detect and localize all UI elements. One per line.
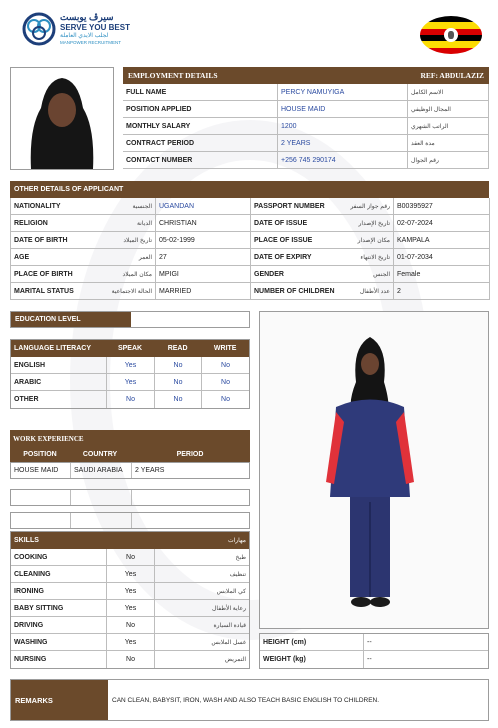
field-label: CONTACT NUMBER <box>123 152 278 168</box>
field-value: +256 745 290174 <box>278 152 408 168</box>
work-experience-table <box>10 430 250 529</box>
field-label: GENDER <box>254 270 284 278</box>
field-label: FULL NAME <box>123 84 278 100</box>
weight-value: -- <box>367 656 372 663</box>
field-label-arabic: تاريخ الميلاد <box>101 232 156 248</box>
field-label-arabic: تاريخ الإصدار <box>336 215 394 231</box>
skill-name-arabic: كي الملابس <box>216 588 246 595</box>
field-label-arabic: الديانة <box>101 215 156 231</box>
work-period: 2 YEARS <box>135 467 165 474</box>
field-value: MPIGI <box>156 266 251 282</box>
field-value: Female <box>394 266 490 282</box>
field-label-arabic: الحالة الاجتماعية <box>101 283 156 299</box>
speak-col-header: SPEAK <box>117 345 143 352</box>
measurements-table <box>259 633 489 669</box>
field-label-arabic: عدد الأطفال <box>336 283 394 299</box>
language-name: OTHER <box>11 391 107 408</box>
field-label-arabic: مدة العقد <box>408 135 489 151</box>
work-row <box>10 489 250 506</box>
field-value: 27 <box>156 249 251 265</box>
employment-table <box>123 84 489 169</box>
uganda-flag <box>420 16 482 54</box>
language-row <box>11 374 249 391</box>
write-value: No <box>221 396 230 403</box>
position-col-header: POSITION <box>23 451 57 458</box>
speak-value: Yes <box>107 374 155 390</box>
language-name: ENGLISH <box>11 357 107 373</box>
field-value: CHRISTIAN <box>156 215 251 231</box>
skill-name: CLEANING <box>11 566 107 582</box>
field-label: PASSPORT NUMBER <box>254 202 325 210</box>
education-section <box>10 311 250 328</box>
employment-title: EMPLOYMENT DETAILS <box>128 71 218 80</box>
language-row <box>11 391 249 408</box>
field-label-arabic: الراتب الشهري <box>408 118 489 134</box>
skill-value: No <box>107 549 155 565</box>
details-row <box>11 266 490 283</box>
work-period <box>132 490 249 505</box>
skills-table <box>10 531 250 669</box>
employment-row <box>123 152 489 169</box>
employment-row <box>123 84 489 101</box>
skill-name-arabic: تنظيف <box>229 571 246 578</box>
field-label-arabic: الجنسية <box>101 198 156 214</box>
field-label: DATE OF EXPIRY <box>254 253 312 261</box>
skill-row <box>11 600 249 617</box>
field-value: B00395927 <box>394 198 490 214</box>
weight-row <box>260 651 488 668</box>
skill-row <box>11 634 249 651</box>
skill-value: Yes <box>107 583 155 599</box>
skill-value: Yes <box>107 600 155 616</box>
skill-name: IRONING <box>11 583 107 599</box>
field-label-arabic: تاريخ الانتهاء <box>336 249 394 265</box>
skill-value: Yes <box>107 566 155 582</box>
employment-row <box>123 101 489 118</box>
read-col-header: READ <box>167 345 188 352</box>
field-label-arabic: مكان الميلاد <box>101 266 156 282</box>
logo-arabic-sub: لجلب الايدي العاملة <box>60 33 109 39</box>
field-label: DATE OF ISSUE <box>254 219 308 227</box>
skill-name: NURSING <box>11 651 107 668</box>
field-value: PERCY NAMUYIGA <box>278 84 408 100</box>
details-row <box>11 283 490 300</box>
country-col-header: COUNTRY <box>82 451 118 458</box>
logo-tagline: MANPOWER RECRUITMENT <box>60 40 121 45</box>
skill-value: No <box>107 651 155 668</box>
height-row <box>260 634 488 651</box>
field-label-arabic: العمر <box>101 249 156 265</box>
field-value: 05-02-1999 <box>156 232 251 248</box>
field-value: 1200 <box>278 118 408 134</box>
logo-emblem-icon <box>22 12 56 46</box>
other-details-table <box>10 198 489 300</box>
field-label: NATIONALITY <box>14 202 61 210</box>
field-label: POSITION APPLIED <box>123 101 278 117</box>
read-value: No <box>155 391 202 408</box>
work-position: HOUSE MAID <box>11 463 71 478</box>
field-label-arabic: الاسم الكامل <box>408 84 489 100</box>
field-label-arabic: رقم الجوال <box>408 152 489 168</box>
skill-row <box>11 617 249 634</box>
field-value: 02-07-2024 <box>394 215 490 231</box>
skill-row <box>11 549 249 566</box>
field-value: KAMPALA <box>394 232 490 248</box>
logo-name: SERVE YOU BEST <box>60 23 130 32</box>
field-label-arabic: مكان الإصدار <box>336 232 394 248</box>
weight-label: WEIGHT (kg) <box>260 651 364 668</box>
skill-row <box>11 651 249 668</box>
work-row <box>10 462 250 479</box>
skill-value: No <box>107 617 155 633</box>
speak-value: Yes <box>107 357 155 373</box>
period-col-header: PERIOD <box>176 451 204 458</box>
write-value: No <box>221 378 230 386</box>
field-value: UGANDAN <box>156 198 251 214</box>
other-details-header <box>10 181 489 198</box>
field-label: MONTHLY SALARY <box>123 118 278 134</box>
read-value: No <box>155 374 202 390</box>
logo-arabic-name: سيرڤ يوبست <box>60 12 114 22</box>
field-label: RELIGION <box>14 219 48 227</box>
language-header-row <box>11 340 249 357</box>
language-table <box>10 339 250 409</box>
read-value: No <box>155 357 202 373</box>
field-value: 2 <box>394 283 490 299</box>
company-logo <box>22 12 162 48</box>
work-row <box>10 512 250 529</box>
work-header-row <box>10 447 250 462</box>
field-label: CONTRACT PERIOD <box>123 135 278 151</box>
language-col-header: LANGUAGE LITERACY <box>14 345 91 352</box>
details-row <box>11 249 490 266</box>
skill-name-arabic: التمريض <box>224 657 246 663</box>
work-experience-title: WORK EXPERIENCE <box>10 430 250 447</box>
skill-name-arabic: غسل الملابس <box>211 639 246 646</box>
details-row <box>11 215 490 232</box>
skills-title-arabic: مهارات <box>227 538 246 544</box>
education-title: EDUCATION LEVEL <box>11 312 131 327</box>
skill-row <box>11 583 249 600</box>
field-label: NUMBER OF CHILDREN <box>254 287 335 295</box>
employment-row <box>123 135 489 152</box>
remarks-label: REMARKS <box>11 680 108 720</box>
employment-header <box>123 67 489 84</box>
skill-name-arabic: رعاية الأطفال <box>212 605 246 612</box>
field-value: 01-07-2034 <box>394 249 490 265</box>
skill-name: WASHING <box>11 634 107 650</box>
speak-value: No <box>107 391 155 408</box>
skill-name: BABY SITTING <box>11 600 107 616</box>
work-period <box>132 513 249 528</box>
write-value: No <box>221 361 230 369</box>
skill-value: Yes <box>107 634 155 650</box>
details-row <box>11 198 490 215</box>
skills-title: SKILLS <box>14 537 39 544</box>
work-position <box>11 490 71 505</box>
work-country <box>71 513 132 528</box>
field-value: MARRIED <box>156 283 251 299</box>
field-label: MARITAL STATUS <box>14 287 74 295</box>
write-col-header: WRITE <box>213 345 237 352</box>
height-value: -- <box>367 638 372 646</box>
work-position <box>11 513 71 528</box>
skill-name: COOKING <box>11 549 107 565</box>
other-details-title: OTHER DETAILS OF APPLICANT <box>14 186 124 193</box>
field-label: PLACE OF BIRTH <box>14 270 73 278</box>
field-value: HOUSE MAID <box>278 101 408 117</box>
details-row <box>11 232 490 249</box>
applicant-photo <box>10 67 114 170</box>
employment-row <box>123 118 489 135</box>
skills-header <box>11 532 249 549</box>
remarks-section <box>10 679 489 721</box>
remarks-text: CAN CLEAN, BABYSIT, IRON, WASH AND ALSO TEACH BASIC ENGLISH TO CHILDREN. <box>112 696 380 704</box>
language-row <box>11 357 249 374</box>
skill-name: DRIVING <box>11 617 107 633</box>
skill-row <box>11 566 249 583</box>
full-body-photo <box>259 311 489 629</box>
skill-name-arabic: طبخ <box>235 554 246 561</box>
work-country: SAUDI ARABIA <box>71 463 132 478</box>
field-label: PLACE OF ISSUE <box>254 236 313 244</box>
field-label-arabic: المجال الوظيفي <box>408 101 489 117</box>
field-value: 2 YEARS <box>278 135 408 151</box>
field-label-arabic: رقم جواز السفر <box>336 198 394 214</box>
work-country <box>71 490 132 505</box>
height-label: HEIGHT (cm) <box>260 634 364 650</box>
field-label-arabic: الجنس <box>336 266 394 282</box>
reference-code: REF: ABDULAZIZ <box>420 71 484 80</box>
field-label: AGE <box>14 253 30 261</box>
field-label: DATE OF BIRTH <box>14 236 68 244</box>
language-name: ARABIC <box>11 374 107 390</box>
skill-name-arabic: قيادة السيارة <box>213 622 246 629</box>
